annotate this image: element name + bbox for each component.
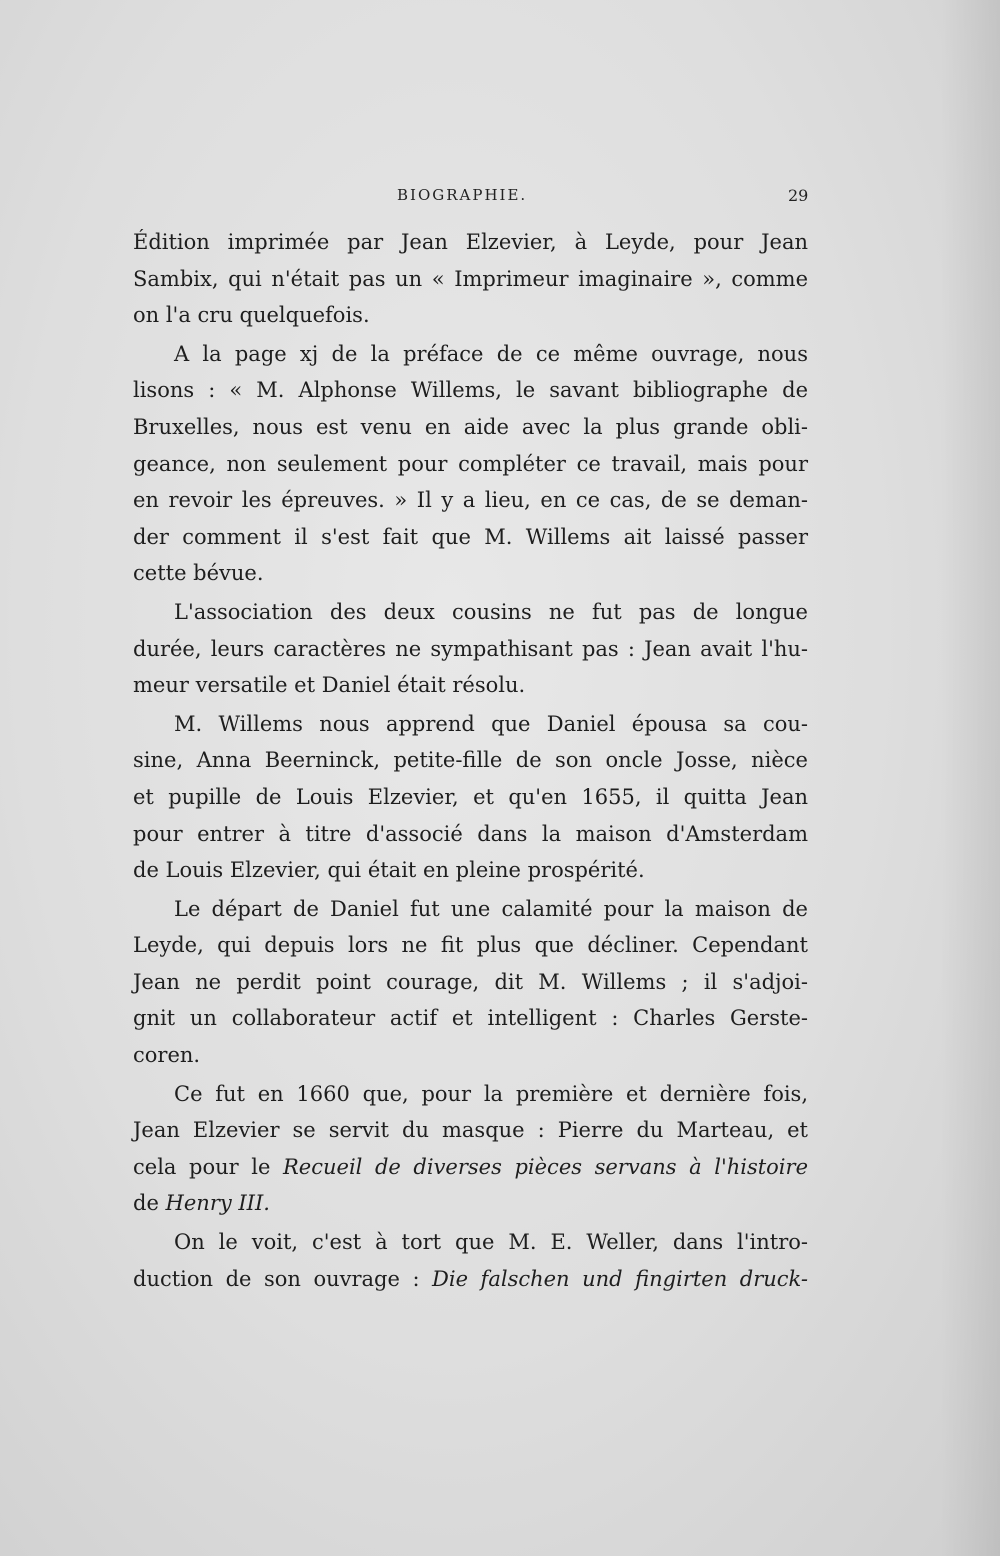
text-line: Ce fut en 1660 que, pour la première et dernière fois, xyxy=(174,1081,808,1106)
text-line: Jean Elzevier se servit du masque : Pierre du Marteau, et xyxy=(133,1118,808,1143)
text-line: M. Willems nous apprend que Daniel épousa sa cou- xyxy=(174,711,808,736)
text-line: A la page xj de la préface de ce même ouvrage, nous xyxy=(174,341,808,366)
text-line: et pupille de Louis Elzevier, et qu'en 1655, il quitta Jean xyxy=(133,784,808,809)
body-text xyxy=(133,224,808,1297)
italic-title: Recueil de diverses pièces servans à l'histoire xyxy=(282,1154,808,1179)
page-number: 29 xyxy=(788,186,809,205)
text-line: cette bévue. xyxy=(133,561,264,586)
text-line: pour entrer à titre d'associé dans la maison d'Amsterdam xyxy=(133,821,808,846)
text-line: Sambix, qui n'était pas un « Imprimeur imaginaire », comme xyxy=(133,266,808,291)
text-line: gnit un collaborateur actif et intelligent : Charles Gerste- xyxy=(133,1006,808,1031)
text-line: on l'a cru quelquefois. xyxy=(133,303,370,328)
running-title: BIOGRAPHIE. xyxy=(397,186,528,204)
text-line: sine, Anna Beerninck, petite-fille de son oncle Josse, nièce xyxy=(133,748,808,773)
text-line: Leyde, qui depuis lors ne fit plus que décliner. Cependant xyxy=(133,933,808,958)
italic-title: Henry III. xyxy=(165,1191,270,1216)
text-line: de Louis Elzevier, qui était en pleine prospérité. xyxy=(133,858,645,883)
text-line: lisons : « M. Alphonse Willems, le savant bibliographe de xyxy=(133,378,808,403)
text-line: en revoir les épreuves. » Il y a lieu, en ce cas, de se deman- xyxy=(133,488,808,513)
roman-text: cela pour le xyxy=(133,1154,283,1179)
italic-title: Die falschen und fingirten druck- xyxy=(432,1266,808,1291)
text-line xyxy=(133,1185,808,1222)
roman-text: de xyxy=(133,1191,166,1216)
text-line xyxy=(133,1149,808,1186)
page-edge-shadow xyxy=(940,0,1000,1556)
text-line xyxy=(133,1261,808,1298)
text-line: On le voit, c'est à tort que M. E. Weller, dans l'intro- xyxy=(174,1230,808,1255)
text-line: Jean ne perdit point courage, dit M. Willems ; il s'adjoi- xyxy=(133,969,808,994)
text-line: Bruxelles, nous est venu en aide avec la plus grande obli- xyxy=(133,414,808,439)
text-line: der comment il s'est fait que M. Willems ait laissé passer xyxy=(133,524,808,549)
text-line: L'association des deux cousins ne fut pas de longue xyxy=(174,599,808,624)
text-line: geance, non seulement pour compléter ce travail, mais pour xyxy=(133,451,808,476)
text-line: coren. xyxy=(133,1043,201,1068)
text-line: meur versatile et Daniel était résolu. xyxy=(133,673,526,698)
roman-text: duction de son ouvrage : xyxy=(133,1266,433,1291)
text-line: Le départ de Daniel fut une calamité pour la maison de xyxy=(174,896,808,921)
text-line: Édition imprimée par Jean Elzevier, à Leyde, pour Jean xyxy=(133,230,808,254)
text-line: durée, leurs caractères ne sympathisant pas : Jean avait l'hu- xyxy=(133,636,808,661)
